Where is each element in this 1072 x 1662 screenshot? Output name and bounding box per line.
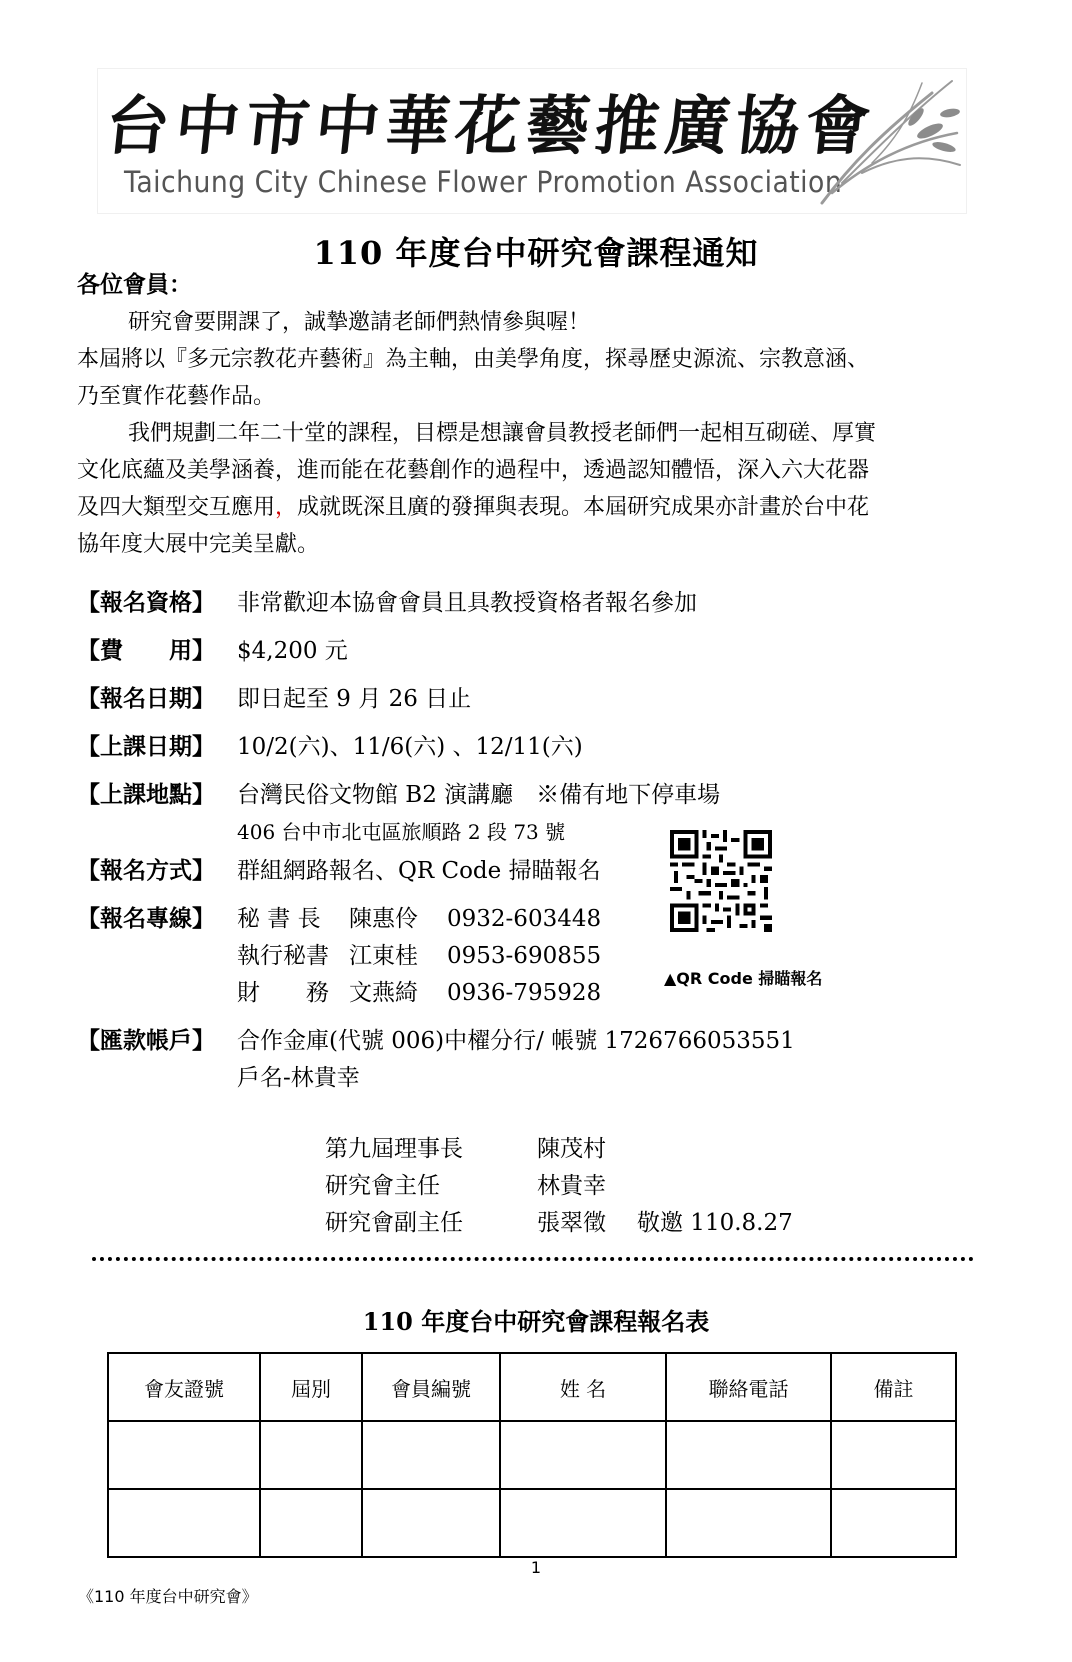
account-row (77, 1022, 795, 1055)
column-header: 姓 名 (500, 1353, 666, 1421)
table-cell[interactable] (362, 1421, 500, 1489)
contact-name: 文燕綺 (349, 980, 418, 1006)
table-cell[interactable] (666, 1489, 831, 1557)
address: 406 台中市北屯區旅順路 2 段 73 號 (237, 820, 566, 844)
signature-title: 研究會主任 (325, 1173, 440, 1199)
dotted-divider (92, 1257, 974, 1261)
hotline-row (77, 900, 237, 933)
location-value: 台灣民俗文物館 B2 演講廳 ※備有地下停車場 (237, 782, 721, 808)
greeting: 各位會員： (77, 271, 192, 298)
qr-code-image[interactable] (670, 826, 772, 936)
contact-name: 江東桂 (349, 943, 418, 969)
table-cell[interactable] (831, 1489, 956, 1557)
contact-row (237, 937, 601, 970)
intro-paragraph-3-line-2: 文化底蘊及美學涵養，進而能在花藝創作的過程中，透過認知體悟，深入六大花器 (77, 458, 870, 483)
account-value: 合作金庫(代號 006)中櫂分行/ 帳號 1726766053551 (237, 1028, 795, 1054)
account-name: 戶名-林貴幸 (237, 1065, 360, 1091)
table-cell[interactable] (260, 1421, 362, 1489)
intro-paragraph-1: 研究會要開課了，誠摯邀請老師們熱情參與喔！ (128, 310, 591, 335)
class-date-row (77, 728, 583, 761)
contact-phone: 0953-690855 (447, 943, 602, 969)
signature-title: 研究會副主任 (325, 1210, 463, 1236)
signature-name: 林貴幸 (537, 1173, 606, 1199)
contact-row (237, 974, 601, 1007)
eligibility-value: 非常歡迎本協會會員且具教授資格者報名參加 (237, 590, 697, 616)
table-row (108, 1421, 956, 1489)
intro-paragraph-3-line-1: 我們規劃二年二十堂的課程，目標是想讓會員教授老師們一起相互砌磋、厚實 (128, 421, 877, 446)
table-row (108, 1489, 956, 1557)
column-header: 屆別 (260, 1353, 362, 1421)
table-cell[interactable] (831, 1421, 956, 1489)
intro-paragraph-3-line-4: 協年度大展中完美呈獻。 (77, 532, 320, 557)
table-header-row (108, 1353, 956, 1421)
class-date-label: 【上課日期】 (77, 733, 215, 760)
page-number: 1 (530, 1558, 542, 1577)
invite-date: 敬邀 110.8.27 (637, 1210, 793, 1236)
hotline-label: 【報名專線】 (77, 905, 215, 932)
registration-date-label: 【報名日期】 (77, 685, 215, 712)
table-cell[interactable] (260, 1489, 362, 1557)
fee-value: $4,200 元 (237, 638, 348, 664)
org-name-english: Taichung City Chinese Flower Promotion Association (124, 165, 843, 199)
table-cell[interactable] (108, 1421, 260, 1489)
table-cell[interactable] (500, 1489, 666, 1557)
table-cell[interactable] (500, 1421, 666, 1489)
footer-text: 《110 年度台中研究會》 (78, 1587, 258, 1606)
fee-label: 【費 用】 (77, 637, 215, 664)
table-cell[interactable] (362, 1489, 500, 1557)
page-title: 110 年度台中研究會課程通知 (313, 234, 759, 272)
eligibility-label: 【報名資格】 (77, 589, 215, 616)
column-header: 聯絡電話 (666, 1353, 831, 1421)
contact-name: 陳惠伶 (349, 906, 418, 932)
registration-table (107, 1352, 957, 1558)
column-header: 會友證號 (108, 1353, 260, 1421)
table-cell[interactable] (666, 1421, 831, 1489)
intro-text-segment: 及四大類型交互應用 (77, 495, 276, 520)
column-header: 會員編號 (362, 1353, 500, 1421)
intro-paragraph-2-line-1: 本屆將以『多元宗教花卉藝術』為主軸，由美學角度，探尋歷史源流、宗教意涵、 (77, 347, 870, 372)
signature-row (325, 1204, 793, 1237)
location-label: 【上課地點】 (77, 781, 215, 808)
form-title: 110 年度台中研究會課程報名表 (362, 1307, 710, 1336)
method-value: 群組網路報名、QR Code 掃瞄報名 (237, 858, 601, 884)
contact-phone: 0932-603448 (447, 906, 602, 932)
registration-date-value: 即日起至 9 月 26 日止 (237, 686, 472, 712)
location-row (77, 776, 720, 809)
signature-row (325, 1167, 606, 1200)
intro-paragraph-2-line-2: 乃至實作花藝作品。 (77, 384, 276, 409)
method-row (77, 852, 601, 885)
fee-row (77, 632, 348, 665)
method-label: 【報名方式】 (77, 857, 215, 884)
contact-role: 財 務 (237, 980, 329, 1006)
table-cell[interactable] (108, 1489, 260, 1557)
contact-role: 秘 書 長 (237, 906, 321, 932)
column-header: 備註 (831, 1353, 956, 1421)
signature-name: 陳茂村 (537, 1136, 606, 1162)
account-label: 【匯款帳戶】 (77, 1027, 215, 1054)
eligibility-row (77, 584, 697, 617)
registration-date-row (77, 680, 471, 713)
org-name-chinese: 台中市中華花藝推廣協會 (101, 90, 880, 164)
class-date-value: 10/2(六)、11/6(六) 、12/11(六) (237, 734, 583, 760)
contact-role: 執行秘書 (237, 943, 329, 969)
intro-text-segment: 成就既深且廣的發揮與表現。本屆研究成果亦計畫於台中花 (297, 495, 870, 520)
intro-paragraph-3-line-3 (77, 489, 869, 526)
red-comma: ， (275, 495, 298, 520)
qr-caption: ▲QR Code 掃瞄報名 (664, 969, 823, 988)
signature-row (325, 1130, 606, 1163)
contact-phone: 0936-795928 (447, 980, 602, 1006)
signature-name: 張翠徵 (537, 1210, 606, 1236)
orchid-brush-illustration (812, 73, 962, 209)
header-banner (97, 68, 967, 214)
contact-row (237, 900, 601, 933)
signature-title: 第九屆理事長 (325, 1136, 463, 1162)
